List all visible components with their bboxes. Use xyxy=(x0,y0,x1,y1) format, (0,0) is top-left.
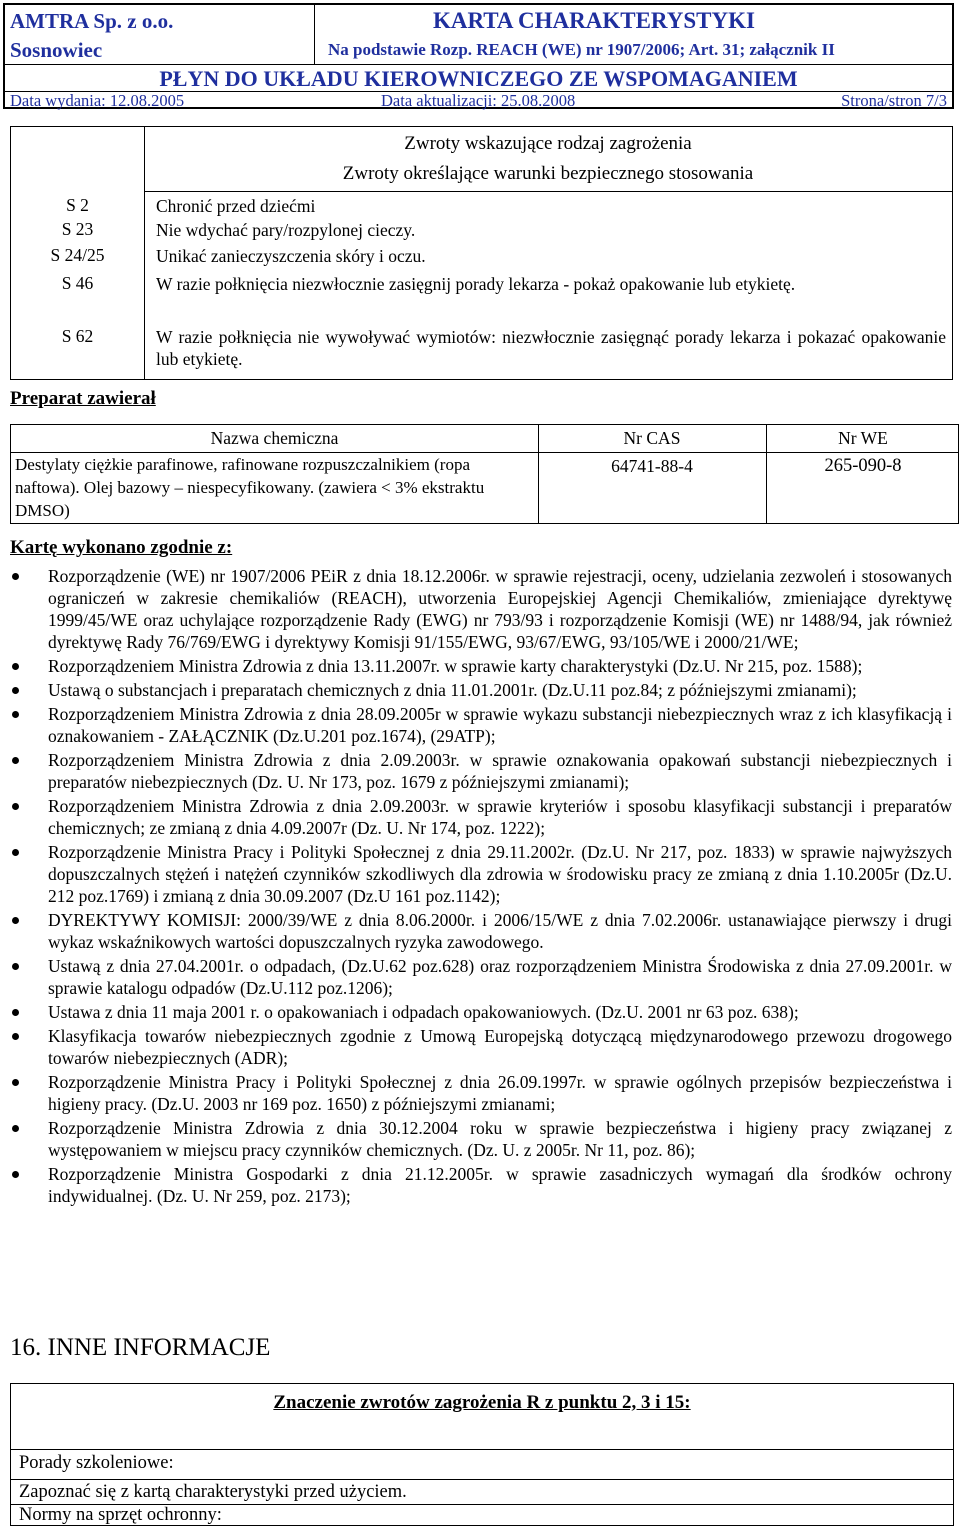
compliance-list-item xyxy=(10,795,952,839)
box-divider xyxy=(11,1479,953,1480)
document-title: KARTA CHARAKTERYSTYKI xyxy=(433,8,755,33)
legal-basis: Na podstawie Rozp. REACH (WE) nr 1907/2006; Art. 31; załącznik II xyxy=(328,40,835,59)
compliance-label: Kartę wykonano zgodnie z: xyxy=(10,537,233,558)
header-row-4 xyxy=(5,91,952,111)
r-phrases-title: Znaczenie zwrotów zagrożenia R z punktu 2, 3 i 15: xyxy=(273,1392,691,1413)
section-16-title: 16. INNE INFORMACJE xyxy=(10,1334,271,1361)
compliance-list-item xyxy=(10,1001,952,1023)
compliance-list-item xyxy=(10,565,952,653)
s-code: S 46 xyxy=(61,273,94,293)
cas-number-cell: 64741-88-4 xyxy=(611,456,693,476)
other-information-box xyxy=(10,1383,954,1526)
header-row-3 xyxy=(5,64,952,92)
compliance-text: Rozporządzenie (WE) nr 1907/2006 PEiR z dnia 18.12.2006r. w sprawie rejestracji, oceny, udzielania zezwoleń i stosowanych ograniczeń w zakresie chemikaliów (REACH), utworzenia Europejskiej Agencji Chemikaliów, zmieniające dyrektywę 1999/45/WE oraz uchylające rozporządzenie Rady (EWG) nr 793/93 i rozporządzenie Komisji (WE) nr 1488/94, jak również dyrektywę Rady 76/769/EWG i dyrektywy Komisji 91/155/EWG, 93/67/EWG, 93/105/WE i 2000/21/WE; xyxy=(48,566,952,652)
bullet-icon xyxy=(12,663,19,670)
compliance-list-item xyxy=(10,655,952,677)
compliance-text: DYREKTYWY KOMISJI: 2000/39/WE z dnia 8.06.2000r. i 2006/15/WE z dnia 7.02.2006r. ustanawiające pierwszy i drugi wykaz wskaźnikowych wartości dopuszczalnych ryzyka zawodowego. xyxy=(48,910,952,952)
company-city: Sosnowiec xyxy=(10,38,103,62)
compliance-text: Ustawa z dnia 11 maja 2001 r. o opakowaniach i odpadach opakowaniowych. (Dz.U. 2001 nr 63 poz. 638); xyxy=(48,1002,799,1022)
bullet-icon xyxy=(12,687,19,694)
header-row-1 xyxy=(5,5,952,36)
document-header xyxy=(3,3,954,109)
compliance-list-item xyxy=(10,841,952,907)
bullet-icon xyxy=(12,573,19,580)
header-chemical-name: Nazwa chemiczna xyxy=(210,428,339,448)
bullet-icon xyxy=(12,849,19,856)
product-name: PŁYN DO UKŁADU KIEROWNICZEGO ZE WSPOMAGANIEM xyxy=(159,66,798,91)
compliance-text: Rozporządzenie Ministra Zdrowia z dnia 30.12.2004 roku w sprawie bezpieczeństwa i higieny pracy związanej z występowaniem w miejscu pracy czynników chemicznych. (Dz. U. z 2005r. Nr 11, poz. 86); xyxy=(48,1118,952,1160)
compliance-list-item xyxy=(10,1117,952,1161)
phrases-header-divider xyxy=(144,191,952,192)
compliance-text: Ustawą o substancjach i preparatach chemicznych z dnia 11.01.2001r. (Dz.U.11 poz.84; z późniejszymi zmianami); xyxy=(48,680,857,700)
company-name: AMTRA Sp. z o.o. xyxy=(10,9,174,33)
training-text: Zapoznać się z kartą charakterystyki przed użyciem. xyxy=(19,1482,407,1502)
s-phrase-text: Chronić przed dziećmi xyxy=(156,196,316,216)
bullet-icon xyxy=(12,1125,19,1132)
bullet-icon xyxy=(12,963,19,970)
header-we: Nr WE xyxy=(838,428,888,448)
compliance-list xyxy=(10,565,952,1209)
hazard-phrases-heading: Zwroty wskazujące rodzaj zagrożenia xyxy=(404,133,692,154)
we-number-cell: 265-090-8 xyxy=(824,456,902,476)
ppe-label: Normy na sprzęt ochronny: xyxy=(19,1505,222,1525)
compliance-list-item xyxy=(10,1025,952,1069)
s-code: S 62 xyxy=(61,326,94,346)
s-phrase-text: W razie połknięcia nie wywoływać wymiotów: niezwłocznie zasięgnąć porady lekarza i pokazać opakowanie lub etykietę. xyxy=(156,327,946,369)
bullet-icon xyxy=(12,917,19,924)
safety-phrases-heading: Zwroty określające warunki bezpiecznego stosowania xyxy=(342,163,754,184)
issue-date: Data wydania: 12.08.2005 xyxy=(10,91,185,110)
bullet-icon xyxy=(12,1079,19,1086)
compliance-text: Rozporządzenie Ministra Pracy i Polityki Społecznej z dnia 26.09.1997r. w sprawie ogólnych przepisów bezpieczeństwa i higieny pracy. (Dz.U. 2003 nr 169 poz. 1650) z późniejszymi zmianami; xyxy=(48,1072,952,1114)
bullet-icon xyxy=(12,757,19,764)
compliance-list-item xyxy=(10,703,952,747)
bullet-icon xyxy=(12,1033,19,1040)
s-code: S 23 xyxy=(61,219,94,239)
bullet-icon xyxy=(12,803,19,810)
header-row-2 xyxy=(5,36,952,64)
compliance-text: Ustawą z dnia 27.04.2001r. o odpadach, (Dz.U.62 poz.628) oraz rozporządzeniem Ministra Środowiska z dnia 27.09.2001r. w sprawie katalogu odpadów (Dz.U.112 poz.1206); xyxy=(48,956,952,998)
box-divider xyxy=(11,1449,953,1450)
compliance-text: Rozporządzenie Ministra Gospodarki z dnia 21.12.2005r. w sprawie zasadniczych wymagań dla środków ochrony indywidualnej. (Dz. U. Nr 259, poz. 2173); xyxy=(48,1164,952,1206)
s-phrase-text: Nie wdychać pary/rozpylonej cieczy. xyxy=(156,220,416,240)
s-phrase-text: W razie połknięcia niezwłocznie zasięgnij porady lekarza - pokaż opakowanie lub etykietę. xyxy=(156,274,796,294)
compliance-text: Klasyfikacja towarów niebezpiecznych zgodnie z Umową Europejską dotyczącą międzynarodowego przewozu drogowego towarów niebezpiecznych (ADR); xyxy=(48,1026,952,1068)
compliance-list-item xyxy=(10,955,952,999)
compliance-text: Rozporządzeniem Ministra Zdrowia z dnia 13.11.2007r. w sprawie karty charakterystyki (Dz.U. Nr 215, poz. 1588); xyxy=(48,656,863,676)
compliance-text: Rozporządzenie Ministra Pracy i Polityki Społecznej z dnia 29.11.2002r. (Dz.U. Nr 217, poz. 1833) w sprawie najwyższych dopuszczalnych stężeń i natężeń czynników szkodliwych dla zdrowia w środowisku pracy ze zmianą z dnia 1.10.2005r (Dz.U. 212 poz.1769) i zmianą z dnia 30.09.2007 (Dz.U 161 poz.1142); xyxy=(48,842,952,906)
compliance-list-item xyxy=(10,1071,952,1115)
page-number: Strona/stron 7/3 xyxy=(841,91,947,110)
compliance-text: Rozporządzeniem Ministra Zdrowia z dnia 2.09.2003r. w sprawie oznakowania opakowań substancji niebezpiecznych i preparatów niebezpiecznych (Dz. U. Nr 173, poz. 1679 z późniejszymi zmianami); xyxy=(48,750,952,792)
bullet-icon xyxy=(12,1171,19,1178)
compliance-list-item xyxy=(10,749,952,793)
update-date: Data aktualizacji: 25.08.2008 xyxy=(381,91,576,110)
bullet-icon xyxy=(12,711,19,718)
composition-table xyxy=(10,424,959,524)
s-phrase-text: Unikać zanieczyszczenia skóry i oczu. xyxy=(156,246,426,266)
header-cas: Nr CAS xyxy=(623,428,681,448)
s-code: S 2 xyxy=(66,195,89,215)
safety-phrases-table xyxy=(10,126,953,380)
compliance-list-item xyxy=(10,679,952,701)
compliance-list-item xyxy=(10,1163,952,1207)
compliance-text: Rozporządzeniem Ministra Zdrowia z dnia 2.09.2003r. w sprawie kryteriów i sposobu klasyfikacji substancji i preparatów chemicznych; ze zmianą z dnia 4.09.2007r (Dz. U. Nr 174, poz. 1222); xyxy=(48,796,952,838)
chemical-name-cell: Destylaty ciężkie parafinowe, rafinowane rozpuszczalnikiem (ropa naftowa). Olej bazowy – niespecyfikowany. (zawiera < 3% ekstraktu DMSO) xyxy=(15,455,485,520)
training-label: Porady szkoleniowe: xyxy=(19,1453,174,1473)
s-code: S 24/25 xyxy=(50,245,105,265)
compliance-text: Rozporządzeniem Ministra Zdrowia z dnia 28.09.2005r w sprawie wykazu substancji niebezpiecznych wraz z ich klasyfikacją i oznakowaniem - ZAŁĄCZNIK (Dz.U.201 poz.1674), (29ATP); xyxy=(48,704,952,746)
compliance-list-item xyxy=(10,909,952,953)
preparation-contained-label: Preparat zawierał xyxy=(10,388,156,409)
bullet-icon xyxy=(12,1009,19,1016)
